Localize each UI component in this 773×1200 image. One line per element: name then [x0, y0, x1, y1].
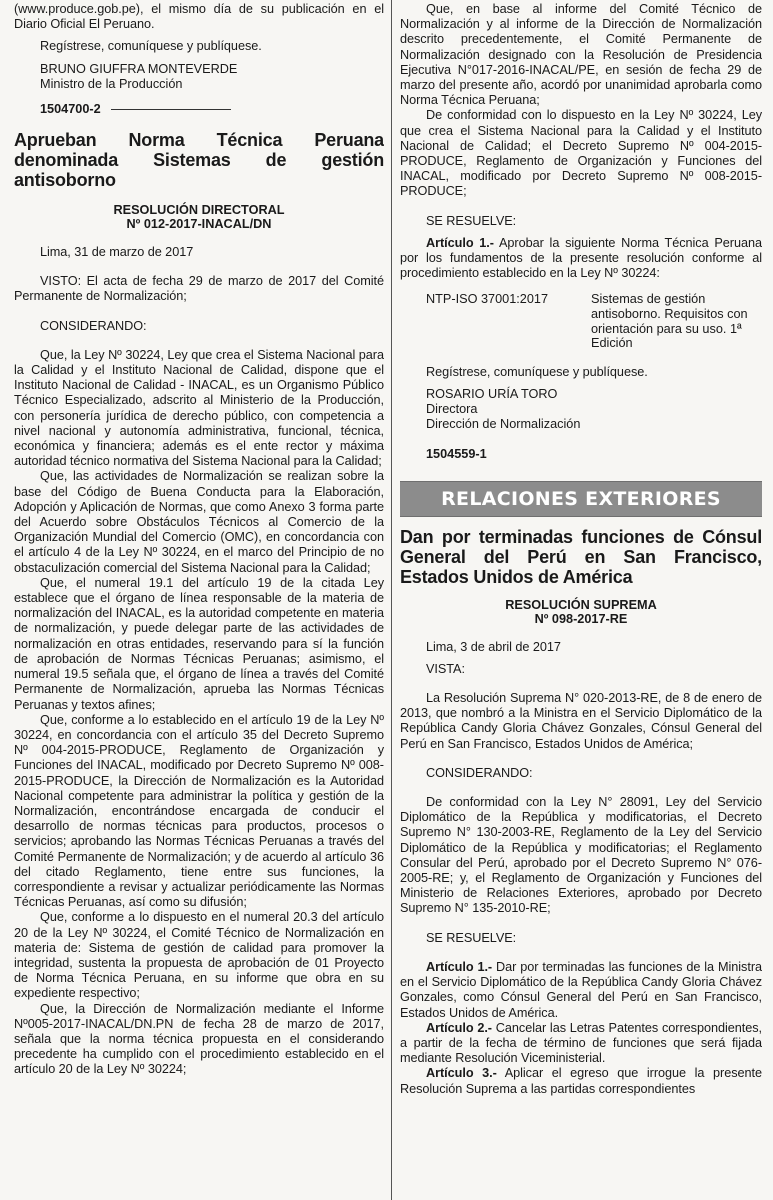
- column-rule: [391, 0, 392, 1200]
- vista-heading: VISTA:: [426, 661, 465, 676]
- publication-code: 1504700-2: [40, 102, 101, 117]
- ntp-description: Sistemas de gestión antisoborno. Requisitos con orientación para su uso. 1ª Edición: [591, 292, 748, 351]
- paragraph: De conformidad con la Ley N° 28091, Ley del Servicio Diplomático de la República y modificatorias, el Decreto Supremo N° 130-2003-RE, Reglamento de la Ley del Servicio Diplomático de la República y modificatorias; el Reglamento Consular del Perú, aprobado por el Decreto Supremo N° 076-2005-RE; y, el Reglamento de Organización y Funciones del Ministerio de Relaciones Exteriores, aprobado por Decreto Supremo N° 135-2010-RE;: [400, 795, 762, 916]
- paragraph: Que, en base al informe del Comité Técnico de Normalización y al informe de la Dirección de Normalización descrito precedentemente, el Comité Permanente de Normalización designado con la Resolución de Presidencia Ejecutiva N°017-2016-INACAL/PE, en sesión de fecha 29 de marzo del presente año, acordó por unanimidad aprobarla como Norma Técnica Peruana;: [400, 2, 762, 108]
- article-text: Aplicar el egreso que irrogue la presente Resolución Suprema a las partidas correspondientes: [400, 1066, 762, 1096]
- paragraph: La Resolución Suprema N° 020-2013-RE, de 8 de enero de 2013, que nombró a la Ministra en el Servicio Diplomático de la República Candy Gloria Chávez Gonzales, Cónsul General del Perú en San Francisco, Estados Unidos de América;: [400, 691, 762, 751]
- section-title: RELACIONES EXTERIORES: [441, 487, 721, 510]
- signature-title: Directora: [426, 402, 478, 417]
- article-paragraph: [400, 960, 762, 1021]
- closing-formula: Regístrese, comuníquese y publíquese.: [40, 39, 262, 54]
- article-label: Artículo 2.-: [426, 1020, 492, 1035]
- paragraph: Que, conforme a lo establecido en el artículo 19 de la Ley Nº 30224, en concordancia con el artículo 35 del Decreto Supremo Nº 004-2015-PRODUCE, Reglamento de Organización y Funciones del INACAL, modificado por Decreto Supremo Nº 008-2015-PRODUCE, la Dirección de Normalización es la Autoridad Nacional competente para administrar la política y gestión de la Normalización, encontrándose encargada de conducir el desarrollo de normas técnicas para productos, procesos o servicios; aprobando las Normas Técnicas Peruanas a través del Comité Permanente de Normalización; y de acuerdo al artículo 36 del citado Reglamento, tiene entre sus funciones, la correspondiente a revisar y actualizar periódicamente las Normas Técnicas Peruanas, así como su difusión;: [14, 712, 384, 910]
- publication-code-line: [400, 447, 762, 461]
- article-headline: Dan por terminadas funciones de Cónsul General del Perú en San Francisco, Estados Unidos de América: [400, 526, 762, 587]
- paragraph: De conformidad con lo dispuesto en la Ley Nº 30224, Ley que crea el Sistema Nacional para la Calidad y el Instituto Nacional de Calidad; el Decreto Supremo Nº 004-2015-PRODUCE, Reglamento de Organización y Funciones del INACAL, modificado por Decreto Supremo Nº 008-2015-PRODUCE;: [400, 108, 762, 199]
- visto-paragraph: VISTO: El acta de fecha 29 de marzo de 2017 del Comité Permanente de Normalización;: [14, 274, 384, 304]
- publication-code-line: [14, 102, 384, 116]
- considerando-heading: CONSIDERANDO:: [426, 765, 533, 780]
- section-banner: [400, 481, 762, 517]
- article-paragraph: [400, 1021, 762, 1067]
- article-label: Artículo 1.-: [426, 235, 494, 250]
- paragraph: Que, la Ley Nº 30224, Ley que crea el Sistema Nacional para la Calidad y el Instituto Nacional de Calidad, dispone que el Instituto Nacional de Calidad - INACAL, es un Organismo Público Técnico Especializado, adscrito al Ministerio de la Producción, con personería jurídica de derecho público, con competencia a nivel nacional y autonomía administrativa, funcional, técnica, económica y financiera; además es el ente rector y máxima autoridad técnico normativa del Sistema Nacional para la Calidad;: [14, 347, 384, 469]
- considerando-heading: CONSIDERANDO:: [40, 318, 147, 333]
- article-text: Cancelar las Letras Patentes correspondientes, a partir de la fecha de término de funciones que será fijada mediante Resolución Viceministerial.: [400, 1020, 762, 1066]
- article-1-paragraph: [400, 236, 762, 282]
- article-label: Artículo 1.-: [426, 959, 493, 974]
- article-paragraph: [400, 1066, 762, 1096]
- continuation-text: (www.produce.gob.pe), el mismo día de su publicación en el Diario Oficial El Peruano.: [14, 2, 384, 32]
- signature-block: [400, 387, 762, 433]
- resolution-date: Lima, 31 de marzo de 2017: [40, 245, 194, 260]
- right-column: [400, 0, 762, 1200]
- publication-code: 1504559-1: [426, 446, 487, 461]
- ntp-listing: [400, 292, 762, 350]
- resolution-number: Nº 098-2017-RE: [534, 611, 628, 626]
- paragraph: Que, la Dirección de Normalización mediante el Informe Nº005-2017-INACAL/DN.PN de fecha 28 de marzo de 2017, señala que la norma técnica propuesta en el considerando precedente ha cumplido con el procedimiento establecido en el artículo 20 de la Ley Nº 30224;: [14, 1001, 384, 1077]
- article-headline: Aprueban Norma Técnica Peruana denominada Sistemas de gestión antisoborno: [14, 130, 384, 191]
- article-label: Artículo 3.-: [426, 1066, 497, 1081]
- paragraph: Que, las actividades de Normalización se realizan sobre la base del Código de Buena Conducta para la Elaboración, Adopción y Aplicación de Normas, que como Anexo 3 forma parte del Acuerdo sobre Obstáculos Técnicos al Comercio de la Organización Mundial del Comercio (OMC), en concordancia con el artículo 4 de la Ley Nº 30224, en el marco del Principio de no obstaculización comercial del Sistema Nacional para la Calidad;: [14, 469, 384, 575]
- article-text: Dar por terminadas las funciones de la Ministra en el Servicio Diplomático de la República Candy Gloria Chávez Gonzales, como Cónsul General del Perú en San Francisco, Estados Unidos de América.: [400, 959, 762, 1020]
- se-resuelve-heading: SE RESUELVE:: [426, 213, 517, 228]
- resolution-title: RESOLUCIÓN SUPREMA: [505, 597, 657, 612]
- paragraph: Que, conforme a lo dispuesto en el numeral 20.3 del artículo 20 de la Ley Nº 30224, el Comité Técnico de Normalización en materia de: Sistema de gestión de calidad para promover la integridad, sustenta la propuesta de aprobación de 01 Proyecto de Norma Técnica Peruana, en su informe que obra en su expediente respectivo;: [14, 910, 384, 1001]
- signature-block: [14, 62, 384, 92]
- signature-department: Dirección de Normalización: [426, 417, 581, 432]
- se-resuelve-heading: SE RESUELVE:: [426, 930, 517, 945]
- resolution-date: Lima, 3 de abril de 2017: [426, 639, 561, 654]
- signature-name: ROSARIO URÍA TORO: [426, 387, 558, 402]
- resolution-number: Nº 012-2017-INACAL/DN: [126, 217, 272, 232]
- signature-name: BRUNO GIUFFRA MONTEVERDE: [40, 61, 238, 76]
- closing-formula: Regístrese, comuníquese y publíquese.: [426, 364, 648, 379]
- resolution-title: RESOLUCIÓN DIRECTORAL: [113, 203, 285, 218]
- left-column: [14, 0, 384, 1200]
- code-divider: [111, 109, 231, 110]
- signature-title: Ministro de la Producción: [40, 76, 183, 91]
- article-text: Aprobar la siguiente Norma Técnica Peruana por los fundamentos de la presente resolución conforme al procedimiento establecido en la Ley Nº 30224:: [400, 235, 762, 281]
- ntp-code: NTP-ISO 37001:2017: [426, 292, 549, 307]
- paragraph: Que, el numeral 19.1 del artículo 19 de la citada Ley establece que el órgano de línea responsable de la materia de normalización del INACAL, es la autoridad competente en materia de normalización, y puede delegar parte de las actividades de normalización en otras entidades, reservando para sí la función de aprobación de Normas Técnicas Peruanas; asimismo, el numeral 19.5 señala que, el órgano de línea a través del Comité Permanente de Normalización, aprueba las Normas Técnicas Peruanas y textos afines;: [14, 575, 384, 712]
